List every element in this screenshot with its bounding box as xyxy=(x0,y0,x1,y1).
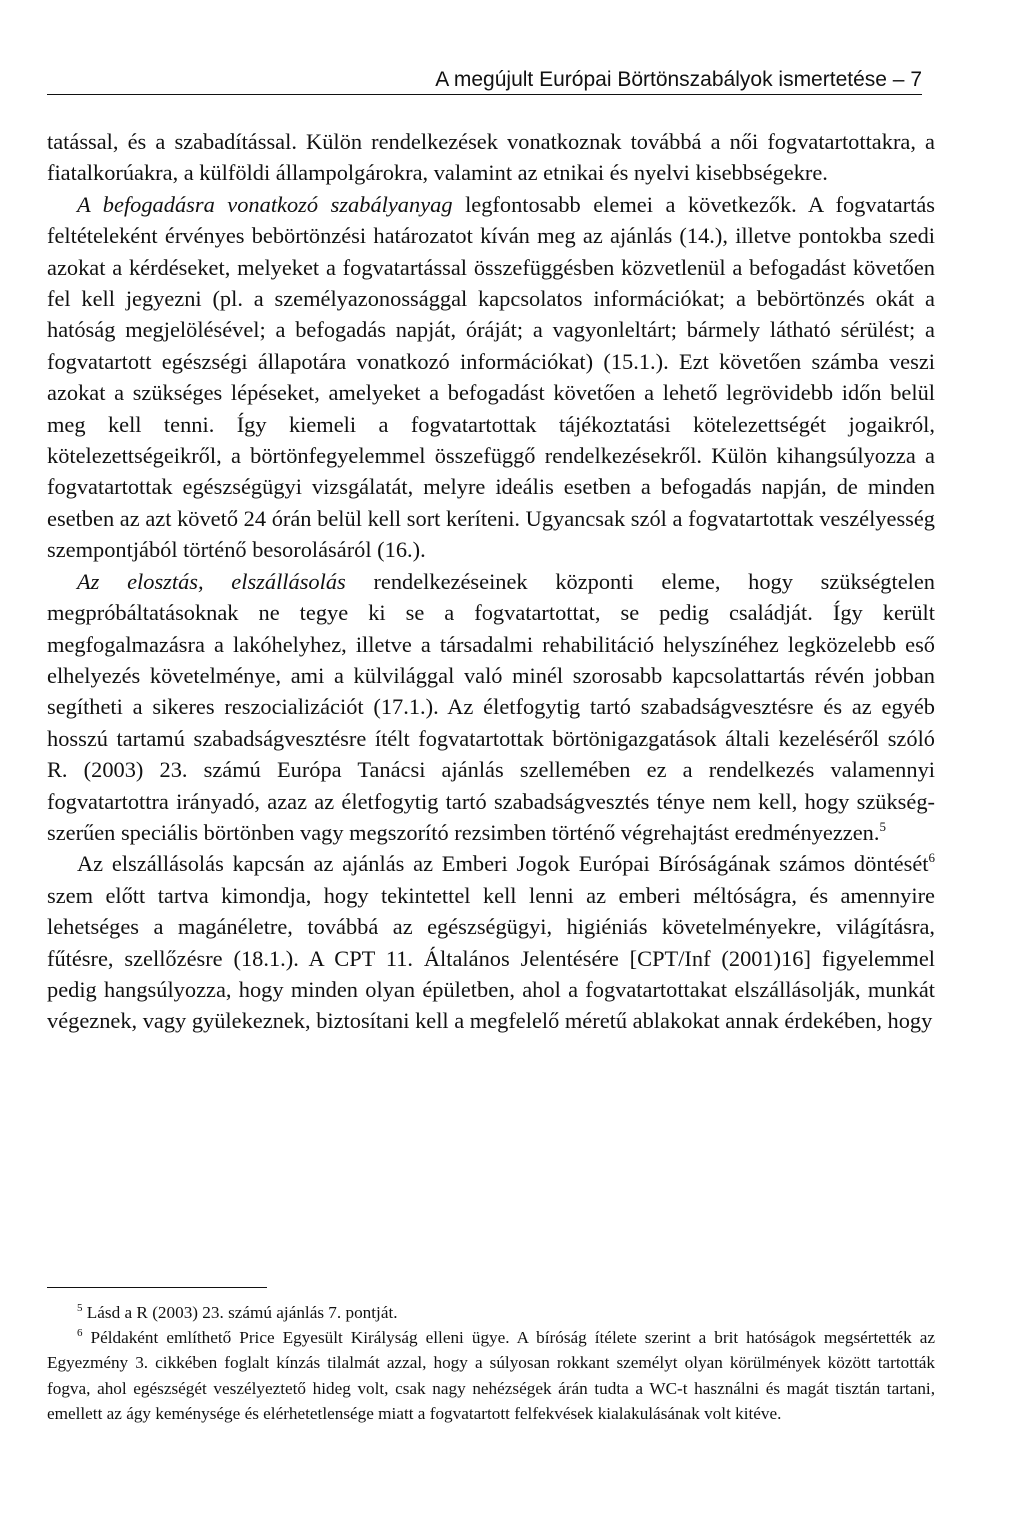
footnote-6 xyxy=(47,1325,935,1426)
page-number: 7 xyxy=(910,68,922,91)
footnote-mark: 5 xyxy=(77,1302,83,1314)
footnotes xyxy=(47,1300,935,1426)
paragraph-text: legfontosabb elemei a következők. A fogvatartás feltételeként érvényes bebörtönzési határozatot kíván meg az ajánlás (14.), illetve pontokba szedi azokat a kérdéseket, melyeket a fogvatartással összefüggésben közvetlenül a befogadást követően fel kell jegyezni (pl. a személyazonossággal kapcsolatos információkat; a bebörtönzés okát a hatóság megjelölésével; a befogadás napját, óráját; a vagyonleltárt; bármely látható sérülést; a fogvatartott egészségi állapotára vonatkozó információkat) (15.1.). Ezt követően számba veszi azokat a szükséges lépéseket, amelyeket a befogadást követően a lehető legrövidebb időn belül meg kell tenni. Így kiemeli a fogvatartottak tájékoztatási kötelezettségét jogaikról, kötelezettségeikről, a börtönfegyelemmel összefüggő rendelkezésekről. Külön kihangsúlyozza a fogvatartottak egészségügyi vizsgálatát, melyre ideális esetben a befogadás napján, de minden esetben az azt követő 24 órán belül kell sort keríteni. Ugyancsak szól a fogvatartottak veszélyesség szempontjából történő besorolásáról (16.). xyxy=(47,191,936,563)
running-title: A megújult Európai Börtönszabályok ismertetése xyxy=(435,68,887,91)
main-text xyxy=(47,126,935,1037)
paragraph-4 xyxy=(47,848,935,1036)
italic-phrase: Az elosztás, elszállásolás xyxy=(77,568,346,594)
paragraph-text: Az elszállásolás kapcsán az ajánlás az Emberi Jogok Európai Bíróságának számos döntését xyxy=(77,851,929,877)
paragraph-text: szem előtt tartva kimondja, hogy tekintettel kell lenni az emberi méltóságra, és amennyire lehetséges a magánéletre, továbbá az egészségügyi, higiéniás követelményekre, világításra, fűtésre, szellőzésre (18.1.). A CPT 11. Általános Jelentésére [CPT/Inf (2001)16] figyelemmel pedig hangsúlyozza, hogy minden olyan épületben, ahol a fogvatartottakat elszállásolják, munkát végeznek, vagy gyülekeznek, biztosítani kell a megfelelő méretű ablakokat annak érdekében, hogy xyxy=(47,882,935,1034)
header-separator: – xyxy=(886,68,911,91)
footnote-ref-5: 5 xyxy=(879,818,886,834)
footnote-ref-6: 6 xyxy=(928,850,935,866)
footnote-text: Példaként említhető Price Egyesült Királyság elleni ügye. A bíróság ítélete szerint a brit hatóságok megsértették az Egyezmény 3. cikkében foglalt kínzás tilalmát azzal, hogy a súlyosan rokkant személyt olyan körülmények között tartották fogva, ahol egészségét veszélyeztető hideg volt, csak nagy nehézségek árán tudta a WC-t használni és magát tisztán tartani, emellett az ágy keménysége és elérhetetlensége miatt a fogvatartott felfekvések kialakulásának volt kitéve. xyxy=(47,1328,935,1423)
footnote-text: Lásd a R (2003) 23. számú ajánlás 7. pontját. xyxy=(82,1303,398,1322)
paragraph-text: rendelkezéseinek központi eleme, hogy szükségtelen megpróbáltatásoknak ne tegye ki se a fogvatartottat, se pedig családját. Így került megfogalmazásra a lakóhelyhez, illetve a társadalmi rehabilitáció helyszínéhez legközelebb eső elhelyezés követelménye, ami a külvilággal való minél szorosabb kapcsolattartás révén jobban segítheti a sikeres reszocializációt (17.1.). Az életfogytig tartó szabadságvesztésre és az egyéb hosszú tartamú szabadságvesztésre ítélt fogvatartottak börtönigazgatások általi kezeléséről szóló R. (2003) 23. számú Európa Tanácsi ajánlás szellemében ez a rendelkezés valamennyi fogvatartottra irányadó, azaz az életfogytig tartó szabadságvesztés ténye nem kell, hogy szükségszerűen speciális börtönben vagy megszorító rezsimben történő végrehajtást eredményezzen. xyxy=(47,568,935,845)
paragraph-2 xyxy=(47,189,935,566)
running-header xyxy=(47,68,922,95)
footnote-5 xyxy=(47,1300,935,1325)
paragraph-1: tatással, és a szabadítással. Külön rendelkezések vonatkoznak továbbá a női fogvatartottakra, a fiatalkorúakra, a külföldi állampolgárokra, valamint az etnikai és nyelvi kisebbségekre. xyxy=(47,129,935,186)
footnote-divider xyxy=(47,1287,267,1288)
footnote-mark: 6 xyxy=(77,1327,83,1340)
italic-phrase: A befogadásra vonatkozó szabályanyag xyxy=(77,191,453,217)
paragraph-3 xyxy=(47,566,935,849)
